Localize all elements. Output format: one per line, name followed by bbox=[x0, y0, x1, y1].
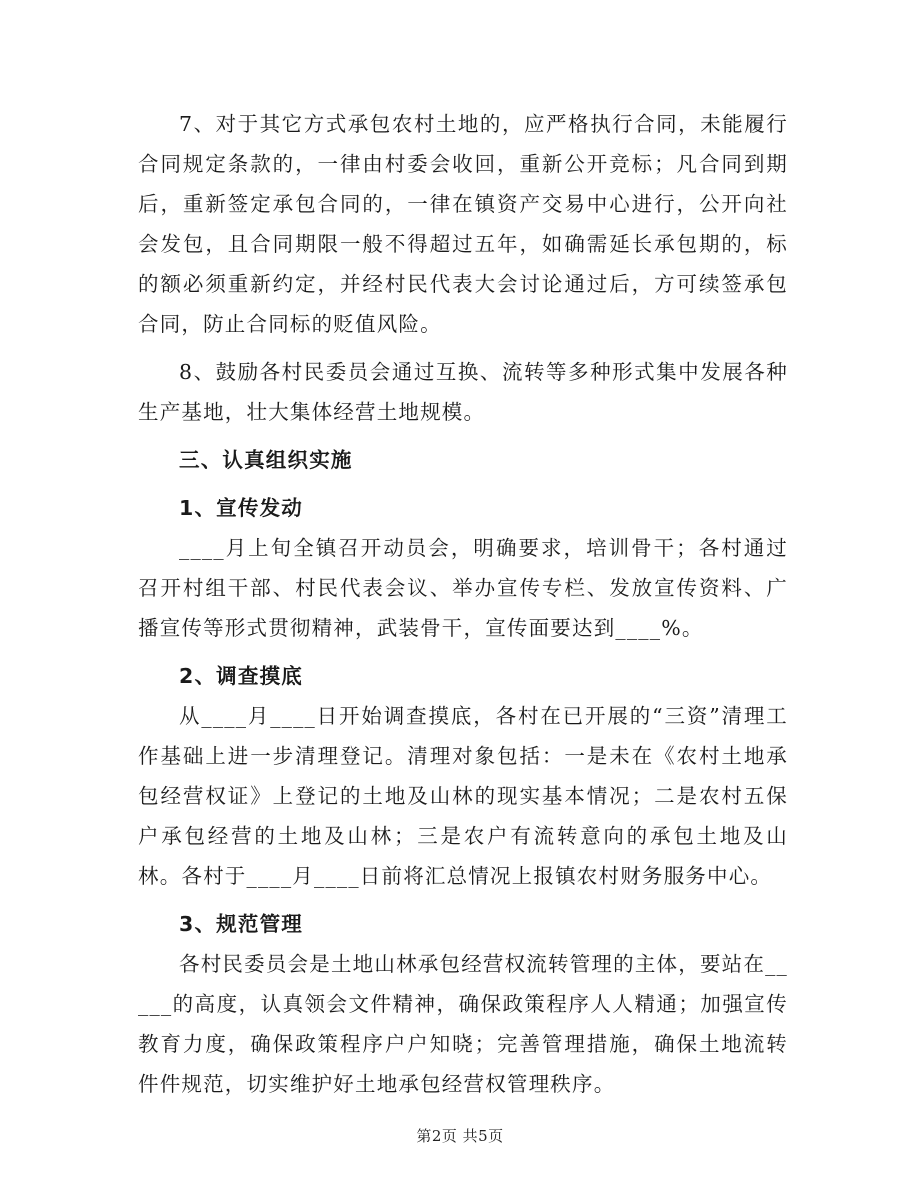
paragraph-item-8: 8、鼓励各村民委员会通过互换、流转等多种形式集中发展各种生产基地，壮大集体经营土地规模。 bbox=[138, 360, 788, 424]
subheading-survey: 2、调查摸底 bbox=[179, 664, 303, 688]
subheading-publicity: 1、宣传发动 bbox=[179, 496, 303, 520]
page-number-footer: 第2页 共5页 bbox=[416, 1127, 504, 1145]
subheading-management: 3、规范管理 bbox=[179, 912, 303, 936]
paragraph-survey: 从____月____日开始调查摸底，各村在已开展的“三资”清理工作基础上进一步清理登记。清理对象包括：一是未在《农村土地承包经营权证》上登记的土地及山林的现实基本情况；二是农村五保户承包经营的土地及山林；三是农户有流转意向的承包土地及山林。各村于____月____日前将汇总情况上报镇农村财务服务中心。 bbox=[138, 704, 788, 888]
paragraph-publicity: ____月上旬全镇召开动员会，明确要求，培训骨干；各村通过召开村组干部、村民代表会议、举办宣传专栏、发放宣传资料、广播宣传等形式贯彻精神，武装骨干，宣传面要达到____%。 bbox=[138, 536, 788, 640]
paragraph-item-7: 7、对于其它方式承包农村土地的，应严格执行合同，未能履行合同规定条款的，一律由村委会收回，重新公开竞标；凡合同到期后，重新签定承包合同的，一律在镇资产交易中心进行，公开向社会发包，且合同期限一般不得超过五年，如确需延长承包期的，标的额必须重新约定，并经村民代表大会讨论通过后，方可续签承包合同，防止合同标的贬值风险。 bbox=[138, 112, 788, 336]
section-heading-implementation: 三、认真组织实施 bbox=[179, 448, 353, 472]
document-body bbox=[138, 104, 788, 1104]
paragraph-management: 各村民委员会是土地山林承包经营权流转管理的主体，要站在_____的高度，认真领会文件精神，确保政策程序人人精通；加强宣传教育力度，确保政策程序户户知晓；完善管理措施，确保土地流转件件规范，切实维护好土地承包经营权管理秩序。 bbox=[138, 952, 788, 1096]
